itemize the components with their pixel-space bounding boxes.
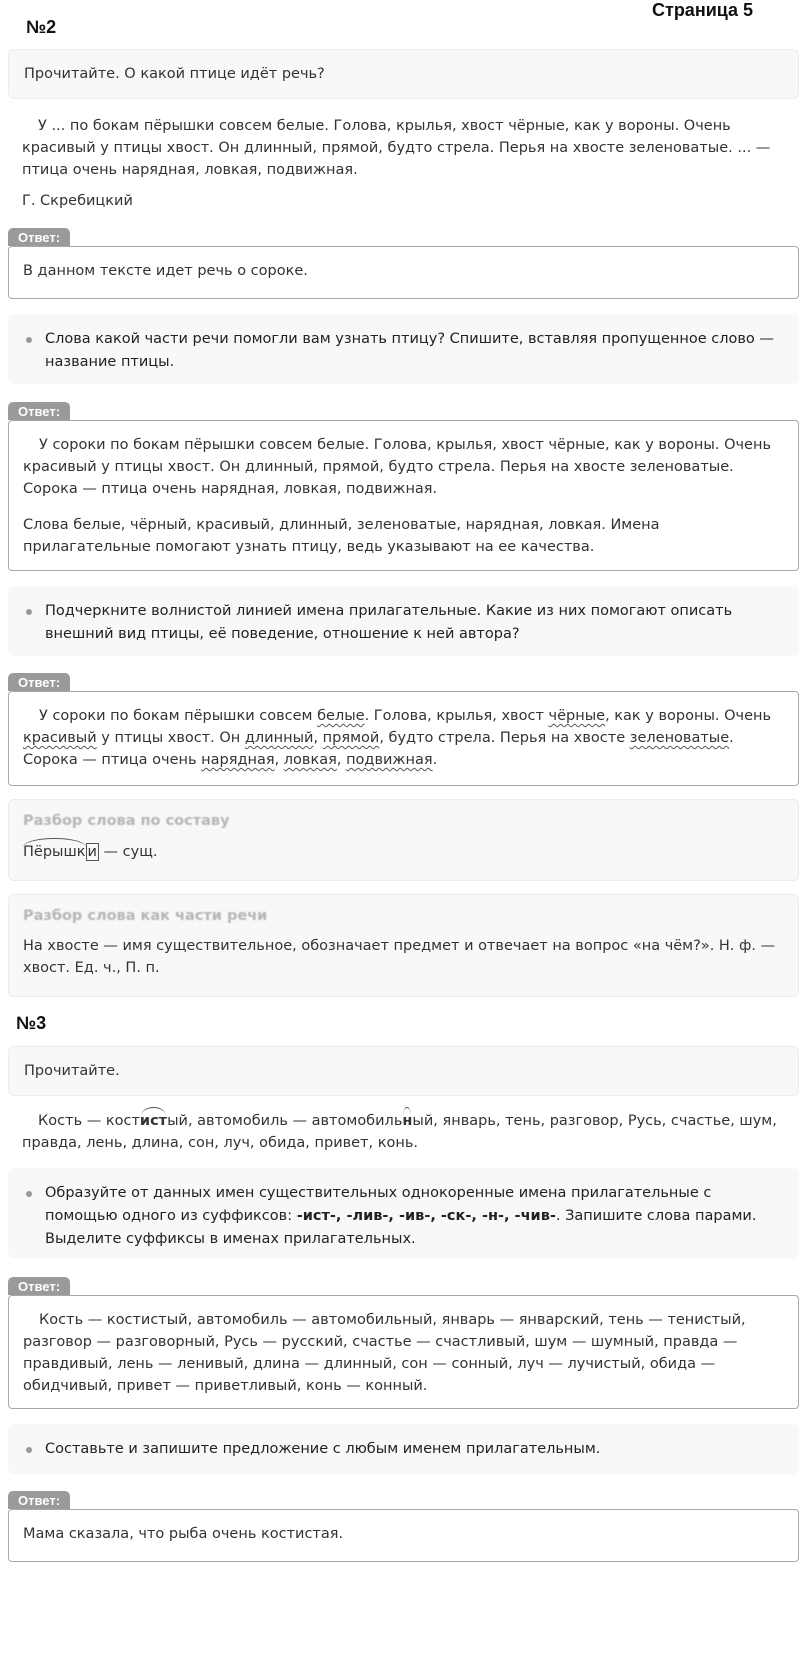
answer-box-5 <box>8 1509 799 1562</box>
answer-tag: Ответ: <box>8 1277 70 1295</box>
suffix: ист <box>139 1113 168 1129</box>
question-card <box>8 1424 799 1474</box>
answer-tag: Ответ: <box>8 673 70 691</box>
word-stem: Пёрышк <box>23 844 86 860</box>
adjective: белые <box>317 708 365 724</box>
pos-analysis-text: На хвосте — имя существительное, обозначает предмет и отвечает на вопрос «на чём?». Н. ф. — хвост. Ед. ч., П. п. <box>23 938 776 976</box>
answer-tag: Ответ: <box>8 1491 70 1509</box>
adjective: прямой <box>322 730 380 746</box>
answer-box-4 <box>8 1295 799 1409</box>
answer-text: Мама сказала, что рыба очень костистая. <box>23 1526 344 1542</box>
answer-tag: Ответ: <box>8 402 70 420</box>
task-3-prompt: Прочитайте. <box>24 1063 120 1079</box>
question-text: Составьте и запишите предложение с любым именем прилагательным. <box>45 1441 601 1457</box>
question-card <box>8 586 799 656</box>
page-label: Страница 5 <box>652 0 754 20</box>
task-3-passage: Кость — костистый, автомобиль — автомобильный, январь, тень, разговор, Русь, счастье, шум, правда, лень, длина, сон, луч, обида, привет, конь. <box>22 1113 777 1151</box>
answer-paragraph: Слова белые, чёрный, красивый, длинный, зеленоватые, нарядная, ловкая. Имена прилагательные помогают узнать птицу, ведь указывают на ее качества. <box>23 517 660 555</box>
answer-text: В данном тексте идет речь о сороке. <box>23 263 308 279</box>
task-3-prompt-card <box>8 1046 799 1096</box>
question-text: Подчеркните волнистой линией имена прилагательные. Какие из них помогают описать внешний вид птицы, её поведение, отношение к ней автора? <box>45 603 733 642</box>
suffix-list: -ист-, -лив-, -ив-, -ск-, -н-, -чив- <box>296 1208 556 1224</box>
adjective: чёрные <box>548 708 606 724</box>
question-text: Слова какой части речи помогли вам узнать птицу? Спишите, вставляя пропущенное слово — название птицы. <box>45 331 774 370</box>
adjective: красивый <box>23 730 97 746</box>
question-card <box>8 1168 799 1258</box>
adjective: зеленоватые <box>629 730 730 746</box>
adjective: ловкая <box>283 752 337 768</box>
question-text: Образуйте от данных имен существительных однокоренные имена прилагательные с помощью одного из суффиксов: -ист-, -лив-, -ив-, -ск-, -н-, -чив-. Запишите слова парами. Выделите суффиксы в именах прилагательных. <box>45 1185 757 1247</box>
pos-analysis-title: Разбор слова как части речи <box>23 908 268 924</box>
answer-box-3 <box>8 691 799 786</box>
question-card <box>8 314 799 384</box>
answer-tag: Ответ: <box>8 228 70 246</box>
pos-analysis-card <box>8 894 799 997</box>
task-2-author: Г. Скребицкий <box>22 193 133 209</box>
morph-analysis-title: Разбор слова по составу <box>23 813 230 829</box>
answer-paragraph: У сороки по бокам пёрышки совсем белые. Голова, крылья, хвост чёрные, как у вороны. Очень красивый у птицы хвост. Он длинный, прямой, будто стрела. Перья на хвосте зеленоватые. Сорока — птица очень нарядная, ловкая, подвижная. <box>23 437 772 497</box>
adjective: нарядная <box>201 752 275 768</box>
answer-box-1 <box>8 246 799 299</box>
task-3-number: №3 <box>16 1013 47 1033</box>
task-2-prompt-card <box>8 49 799 99</box>
morph-analysis-word: Пёрышк и — сущ. <box>23 844 158 860</box>
word-ending: и <box>87 844 97 860</box>
task-2-number: №2 <box>26 17 57 37</box>
task-2-passage: У ... по бокам пёрышки совсем белые. Голова, крылья, хвост чёрные, как у вороны. Очень красивый у птицы хвост. Он длинный, прямой, будто стрела. Перья на хвосте зеленоватые. ... — птица очень нарядная, ловкая, подвижная. <box>22 118 771 178</box>
answer-text: Кость — костистый, автомобиль — автомобильный, январь — январский, тень — тенистый, разговор — разговорный, Русь — русский, счастье — счастливый, шум — шумный, правда — правдивый, лень — ленивый, длина — длинный, сон — сонный, луч — лучистый, обида — обидчивый, привет — приветливый, конь — конный. <box>23 1312 746 1394</box>
suffix: н <box>402 1113 413 1129</box>
morph-analysis-card <box>8 799 799 881</box>
adjective: подвижная <box>346 752 433 768</box>
task-2-prompt: Прочитайте. О какой птице идёт речь? <box>24 66 325 82</box>
adjective: длинный <box>244 730 314 746</box>
answer-underlined-text: У сороки по бокам пёрышки совсем белые. Голова, крылья, хвост чёрные, как у вороны. Очень красивый у птицы хвост. Он длинный, прямой, будто стрела. Перья на хвосте зеленоватые. Сорока — птица очень нарядная, ловкая, подвижная. <box>23 708 772 768</box>
answer-box-2 <box>8 420 799 571</box>
